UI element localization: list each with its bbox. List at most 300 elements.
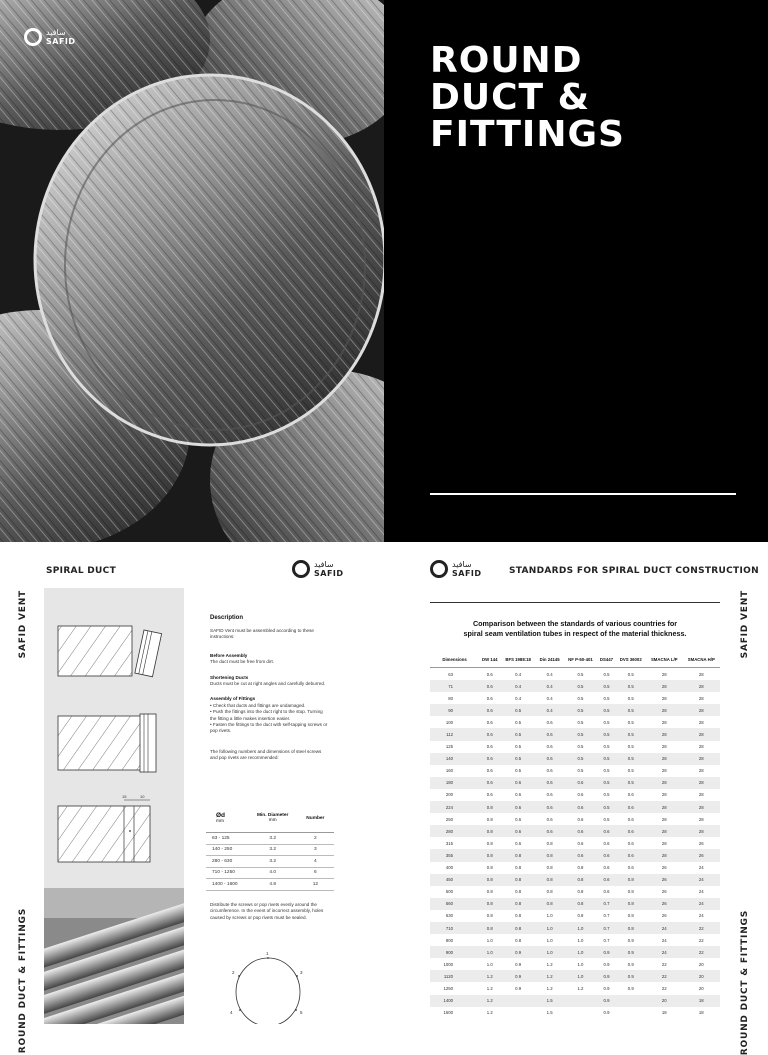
table-cell: 0.6 (486, 671, 493, 677)
table-row (430, 862, 720, 874)
table-cell: 0.9 (501, 970, 536, 982)
table-cell: 500 (445, 889, 454, 895)
table-cell: 0.7 (597, 898, 615, 910)
table-cell: 0.6 (563, 801, 597, 813)
left-side-label: SAFID VENT (18, 590, 28, 659)
table-cell: 0.6 (486, 768, 493, 774)
table-cell: 0.6 (577, 816, 584, 822)
table-cell: 0.5 (627, 695, 634, 701)
rivet-circle-diagram (226, 946, 310, 1024)
table-cell: 0.6 (479, 680, 500, 692)
table-cell: 560 (430, 898, 479, 910)
table-cell: 0.5 (577, 768, 584, 774)
table-cell: 0.5 (515, 744, 522, 750)
table-cell: 26 (661, 889, 667, 895)
table-cell: 0.8 (627, 889, 634, 895)
safid-logo-icon (24, 28, 42, 46)
table-cell: 0.6 (627, 865, 634, 871)
table-cell (563, 1007, 597, 1019)
table-cell: 18 (661, 1010, 667, 1016)
table-cell: 1.0 (563, 946, 597, 958)
table-cell: 1.0 (479, 946, 500, 958)
table-row (430, 970, 720, 982)
table-cell: 0.8 (486, 913, 493, 919)
cover-logo (24, 28, 76, 46)
logo-text: SAFID (314, 569, 344, 578)
table-cell: 26 (661, 913, 667, 919)
table-cell: 28 (661, 719, 667, 725)
table-cell: 0.8 (546, 865, 553, 871)
table-cell: 1.2 (486, 1010, 493, 1016)
table-cell: 1.0 (546, 937, 553, 943)
before-assembly-text: The duct must be free from dirt. (210, 659, 275, 665)
table-cell: 28 (646, 704, 683, 716)
table-cell: 28 (698, 671, 704, 677)
table-row (430, 849, 720, 861)
table-cell: 1400 (430, 995, 479, 1007)
table-cell: 0.8 (501, 922, 536, 934)
table-row (430, 995, 720, 1007)
table-cell: 0.6 (536, 801, 564, 813)
table-cell: 1.0 (536, 922, 564, 934)
table-cell: 1.2 (479, 970, 500, 982)
table-cell: 0.9 (627, 961, 634, 967)
dim-label-b: 10 (140, 794, 145, 799)
table-cell: 28 (698, 744, 704, 750)
table-row (430, 777, 720, 789)
table-cell: 28 (646, 753, 683, 765)
table-cell: 22 (661, 985, 667, 991)
circle-label-4: 4 (230, 1010, 233, 1015)
table-cell: 0.7 (603, 937, 610, 943)
table-cell: 28 (698, 816, 704, 822)
screw-table (206, 808, 334, 891)
table-cell: 0.5 (515, 768, 522, 774)
table-cell: 24 (683, 898, 720, 910)
table-cell: 0.4 (515, 695, 522, 701)
table-cell: 0.8 (616, 898, 646, 910)
column-header: DS447 (597, 652, 615, 668)
table-cell: 28 (646, 728, 683, 740)
table-cell: 355 (430, 849, 479, 861)
table-cell: 0.8 (616, 874, 646, 886)
table-cell: 0.5 (597, 753, 615, 765)
table-cell: 125 (445, 744, 454, 750)
table-cell: 0.8 (616, 922, 646, 934)
table-cell: 0.9 (597, 946, 615, 958)
table-row (430, 874, 720, 886)
column-header: DVS 36002 (616, 652, 646, 668)
table-row (430, 789, 720, 801)
right-page-header: STANDARDS FOR SPIRAL DUCT CONSTRUCTION (509, 566, 759, 576)
table-cell: 0.9 (603, 1010, 610, 1016)
table-cell: 0.5 (627, 719, 634, 725)
table-cell: 0.8 (479, 801, 500, 813)
table-cell: 630 (445, 913, 454, 919)
table-cell: 800 (445, 937, 454, 943)
table-cell: 0.6 (577, 840, 584, 846)
table-cell: 0.8 (479, 849, 500, 861)
table-cell: 0.8 (486, 865, 493, 871)
column-header: NF P-50-401 (563, 652, 597, 668)
table-cell: 20 (698, 961, 704, 967)
table-cell: 24 (646, 922, 683, 934)
table-cell: 0.9 (597, 970, 615, 982)
table-cell: 24 (661, 937, 667, 943)
table-cell: 0.5 (577, 671, 584, 677)
safid-logo-icon (292, 560, 310, 578)
table-cell: 0.6 (563, 849, 597, 861)
fittings-title: Assembly of Fittings (210, 696, 256, 702)
caption-line-2: spiral seam ventilation tubes in respect of the material thickness. (463, 629, 687, 638)
table-cell: 28 (661, 816, 667, 822)
table-cell: 0.9 (501, 946, 536, 958)
table-cell: 0.6 (546, 792, 553, 798)
table-cell: 0.5 (577, 695, 584, 701)
table-cell: 1.2 (546, 961, 553, 967)
table-cell: 100 (445, 719, 454, 725)
table-cell: 0.6 (603, 889, 610, 895)
table-cell: 28 (646, 777, 683, 789)
logo-text: SAFID (46, 37, 76, 46)
table-cell: 0.6 (501, 777, 536, 789)
circle-label-3: 3 (300, 970, 303, 975)
table-cell: 0.6 (486, 719, 493, 725)
table-row (430, 1007, 720, 1019)
table-cell: 28 (646, 680, 683, 692)
table-cell: 0.5 (616, 680, 646, 692)
table-cell: 0.6 (616, 801, 646, 813)
diameter-symbol: Ød (216, 812, 226, 819)
table-cell: 26 (661, 865, 667, 871)
table-cell: 22 (646, 970, 683, 982)
column-header: SMACNA H/P (683, 652, 720, 668)
column-header: SMACNA L/P (646, 652, 683, 668)
table-cell: 0.5 (577, 744, 584, 750)
table-cell: 0.8 (577, 865, 584, 871)
cover-photo (0, 0, 384, 542)
table-cell: 28 (661, 768, 667, 774)
table-cell: 0.6 (486, 695, 493, 701)
cover-title (430, 42, 625, 153)
table-cell: 22 (698, 937, 704, 943)
table-cell: 0.8 (501, 898, 536, 910)
table-row (430, 680, 720, 692)
table-cell: 0.8 (515, 889, 522, 895)
table-cell: 0.8 (515, 937, 522, 943)
table-cell: 0.5 (603, 719, 610, 725)
table-row (430, 825, 720, 837)
table-cell: 0.6 (536, 753, 564, 765)
table-cell: 0.9 (616, 970, 646, 982)
table-row (430, 946, 720, 958)
table-cell: 0.6 (515, 840, 522, 846)
logo-arabic: سافيد (452, 560, 472, 569)
table-cell: 20 (683, 970, 720, 982)
table-row (430, 898, 720, 910)
table-cell: 0.5 (501, 728, 536, 740)
circle-label-5: 5 (300, 1010, 303, 1015)
table-cell (501, 995, 536, 1007)
assembly-diagram-panel (44, 588, 184, 888)
title-line-2: DUCT & (430, 77, 591, 118)
table-row: 140 - 250 3.2 3 (206, 844, 334, 856)
table-cell: 1.0 (563, 970, 597, 982)
table-cell: 0.6 (536, 825, 564, 837)
left-page-header: SPIRAL DUCT (46, 566, 117, 576)
fittings-item-3: • Fasten the fittings to the duct with self-tapping screws or pop rivets. (210, 722, 328, 734)
table-cell: 28 (698, 719, 704, 725)
screws-intro: The following numbers and dimensions of steel screws and pop rivets are recommended: (210, 748, 322, 761)
table-cell (563, 995, 597, 1007)
table-cell: 0.6 (479, 753, 500, 765)
min-diameter-header: Min. Diameter (256, 813, 289, 818)
table-cell: 0.8 (515, 913, 522, 919)
table-cell: 250 (445, 816, 454, 822)
table-cell: 0.9 (603, 961, 610, 967)
table-cell (501, 1007, 536, 1019)
table-cell: 0.5 (563, 704, 597, 716)
table-row (430, 813, 720, 825)
number-header: Number (306, 815, 325, 821)
table-cell: 0.6 (515, 816, 522, 822)
table-cell: 1.2 (479, 995, 500, 1007)
table-cell: 0.5 (616, 728, 646, 740)
title-line-3: FITTINGS (430, 114, 625, 155)
table-cell: 1.5 (536, 995, 564, 1007)
table-cell: 0.6 (479, 777, 500, 789)
table-cell: 0.8 (479, 874, 500, 886)
table-cell: 0.4 (515, 671, 522, 677)
caption-line-1: Comparison between the standards of various countries for (472, 619, 678, 628)
table-cell: 0.5 (597, 801, 615, 813)
table-cell: 0.8 (479, 922, 500, 934)
table-cell: 0.6 (546, 719, 553, 725)
table-cell: 0.6 (577, 792, 584, 798)
table-cell: 1.2 (546, 985, 553, 991)
table-cell: 0.6 (479, 728, 500, 740)
table-row (430, 886, 720, 898)
description-title: Description (210, 615, 244, 621)
column-header: BFS 1988:18 (501, 652, 536, 668)
table-cell: 28 (698, 792, 704, 798)
table-cell: 0.8 (501, 849, 536, 861)
table-cell: 0.5 (603, 792, 610, 798)
table-row (430, 716, 720, 728)
table-cell: 0.6 (597, 849, 615, 861)
table-cell: 0.8 (536, 874, 564, 886)
title-line-1: ROUND (430, 40, 583, 81)
table-cell: 0.5 (603, 768, 610, 774)
table-cell: 0.5 (501, 753, 536, 765)
table-cell: 0.6 (616, 825, 646, 837)
table-cell: 24 (698, 889, 704, 895)
table-cell: 0.8 (486, 816, 493, 822)
table-cell: 28 (661, 744, 667, 750)
table-cell: 0.8 (563, 874, 597, 886)
table-cell: 22 (661, 961, 667, 967)
table-cell: 0.6 (486, 744, 493, 750)
table-cell: 0.6 (546, 744, 553, 750)
table-cell: 28 (683, 777, 720, 789)
table-row (430, 910, 720, 922)
table-row (430, 922, 720, 934)
table-cell: 28 (683, 728, 720, 740)
table-cell: 1.0 (486, 961, 493, 967)
left-page-logo (292, 560, 344, 578)
table-cell: 0.4 (546, 671, 553, 677)
table-cell: 63 (448, 671, 454, 677)
table-cell: 200 (445, 792, 454, 798)
table-cell: 0.6 (563, 825, 597, 837)
table-cell: 0.5 (563, 680, 597, 692)
table-cell: 0.5 (597, 680, 615, 692)
cover-divider (430, 493, 736, 495)
standards-table (430, 652, 720, 1019)
table-cell: 1.2 (577, 985, 584, 991)
standards-table-header (430, 652, 720, 668)
table-cell: 0.5 (603, 744, 610, 750)
table-cell: 160 (445, 768, 454, 774)
distribution-note: Distribute the screws or pop rivets evenly around the circumference. In the event of incorrect assembly, holes caused by screws or pop rivets must be sealed. (210, 902, 324, 920)
table-cell: 26 (646, 898, 683, 910)
table-cell: 900 (430, 946, 479, 958)
table-cell: 0.6 (627, 816, 634, 822)
table-cell: 28 (661, 840, 667, 846)
table-cell: 0.6 (536, 728, 564, 740)
table-cell: 28 (646, 849, 683, 861)
table-cell: 26 (698, 840, 704, 846)
table-cell: 28 (683, 753, 720, 765)
table-row: 63 - 125 3.2 2 (206, 833, 334, 845)
table-cell: 0.6 (563, 777, 597, 789)
table-cell: 112 (430, 728, 479, 740)
logo-arabic: سافيد (314, 560, 334, 569)
table-cell: 400 (445, 865, 454, 871)
table-cell: 20 (698, 985, 704, 991)
table-cell: 0.7 (603, 913, 610, 919)
table-cell: 0.5 (577, 719, 584, 725)
table-cell: 0.5 (616, 753, 646, 765)
column-header: Dimensions (430, 652, 479, 668)
table-cell: 1250 (443, 985, 454, 991)
table-cell: 28 (661, 792, 667, 798)
table-cell: 22 (683, 946, 720, 958)
table-row (430, 704, 720, 716)
table-cell: 0.8 (627, 913, 634, 919)
table-cell: 0.4 (546, 695, 553, 701)
before-assembly-title: Before Assembly (210, 652, 248, 658)
table-cell: 28 (683, 801, 720, 813)
fittings-item-1: • Check that ducts and fittings are undamaged. (210, 702, 306, 708)
table-cell: 0.9 (603, 985, 610, 991)
standards-divider (430, 602, 720, 603)
table-cell: 0.5 (563, 728, 597, 740)
table-cell: 26 (646, 874, 683, 886)
table-cell (616, 995, 646, 1007)
shortening-title: Shortening Ducts (210, 674, 249, 680)
table-cell: 28 (683, 680, 720, 692)
table-cell: 0.6 (501, 801, 536, 813)
table-cell: 0.8 (486, 840, 493, 846)
column-header: DW 144 (479, 652, 500, 668)
table-cell: 0.6 (536, 777, 564, 789)
table-cell: 1.2 (486, 985, 493, 991)
description-block (210, 615, 330, 762)
table-cell: 0.8 (486, 889, 493, 895)
table-row (430, 958, 720, 970)
table-cell: 0.9 (515, 985, 522, 991)
standards-caption (430, 619, 720, 639)
logo-text: SAFID (452, 569, 482, 578)
table-cell: 0.8 (479, 898, 500, 910)
table-cell: 0.9 (627, 985, 634, 991)
table-cell: 28 (646, 801, 683, 813)
table-cell: 0.5 (616, 777, 646, 789)
table-cell: 0.9 (515, 961, 522, 967)
table-cell: 1600 (443, 1010, 454, 1016)
table-cell: 315 (445, 840, 454, 846)
table-cell: 0.6 (603, 865, 610, 871)
table-cell: 28 (698, 768, 704, 774)
assembly-diagram (44, 588, 184, 888)
table-cell: 1.0 (546, 913, 553, 919)
table-cell: 0.8 (563, 898, 597, 910)
table-cell: 0.4 (536, 704, 564, 716)
table-row (430, 934, 720, 946)
table-cell: 0.6 (515, 792, 522, 798)
table-cell: 0.9 (597, 995, 615, 1007)
table-row (430, 982, 720, 994)
table-cell: 28 (646, 825, 683, 837)
table-cell: 0.6 (627, 792, 634, 798)
table-cell: 71 (430, 680, 479, 692)
table-cell: 0.9 (627, 937, 634, 943)
table-cell: 0.5 (563, 753, 597, 765)
table-cell: 28 (683, 825, 720, 837)
table-cell: 18 (683, 995, 720, 1007)
left-side-label-bottom: ROUND DUCT & FITTINGS (18, 908, 28, 1054)
table-cell: 18 (698, 1010, 704, 1016)
table-cell: 140 (430, 753, 479, 765)
column-header: Din 24145 (536, 652, 564, 668)
table-row (430, 837, 720, 849)
table-cell: 0.5 (603, 695, 610, 701)
table-cell: 0.5 (597, 777, 615, 789)
table-row (430, 765, 720, 777)
table-cell: 0.5 (515, 719, 522, 725)
table-row (430, 668, 720, 681)
table-cell: 0.5 (627, 671, 634, 677)
table-cell: 450 (430, 874, 479, 886)
table-cell: 0.8 (577, 913, 584, 919)
table-cell: 1.0 (577, 937, 584, 943)
table-row: 710 - 1250 4.0 6 (206, 867, 334, 879)
table-cell: 0.5 (603, 816, 610, 822)
table-cell: 0.8 (536, 849, 564, 861)
table-cell: 24 (646, 946, 683, 958)
fittings-item-2: • Push the fittings into the duct right to the stop. Turning the fitting a little makes insertion easier. (210, 709, 323, 721)
circle-label-2: 2 (232, 970, 235, 975)
table-cell: 24 (683, 874, 720, 886)
table-cell: 0.4 (536, 680, 564, 692)
table-cell: 1.2 (536, 970, 564, 982)
screw-table-header: Ød mm Min. Diameter mm Number (206, 808, 334, 828)
table-cell: 80 (448, 695, 454, 701)
table-cell: 0.5 (603, 671, 610, 677)
table-cell: 0.5 (627, 768, 634, 774)
table-cell: 0.8 (546, 840, 553, 846)
